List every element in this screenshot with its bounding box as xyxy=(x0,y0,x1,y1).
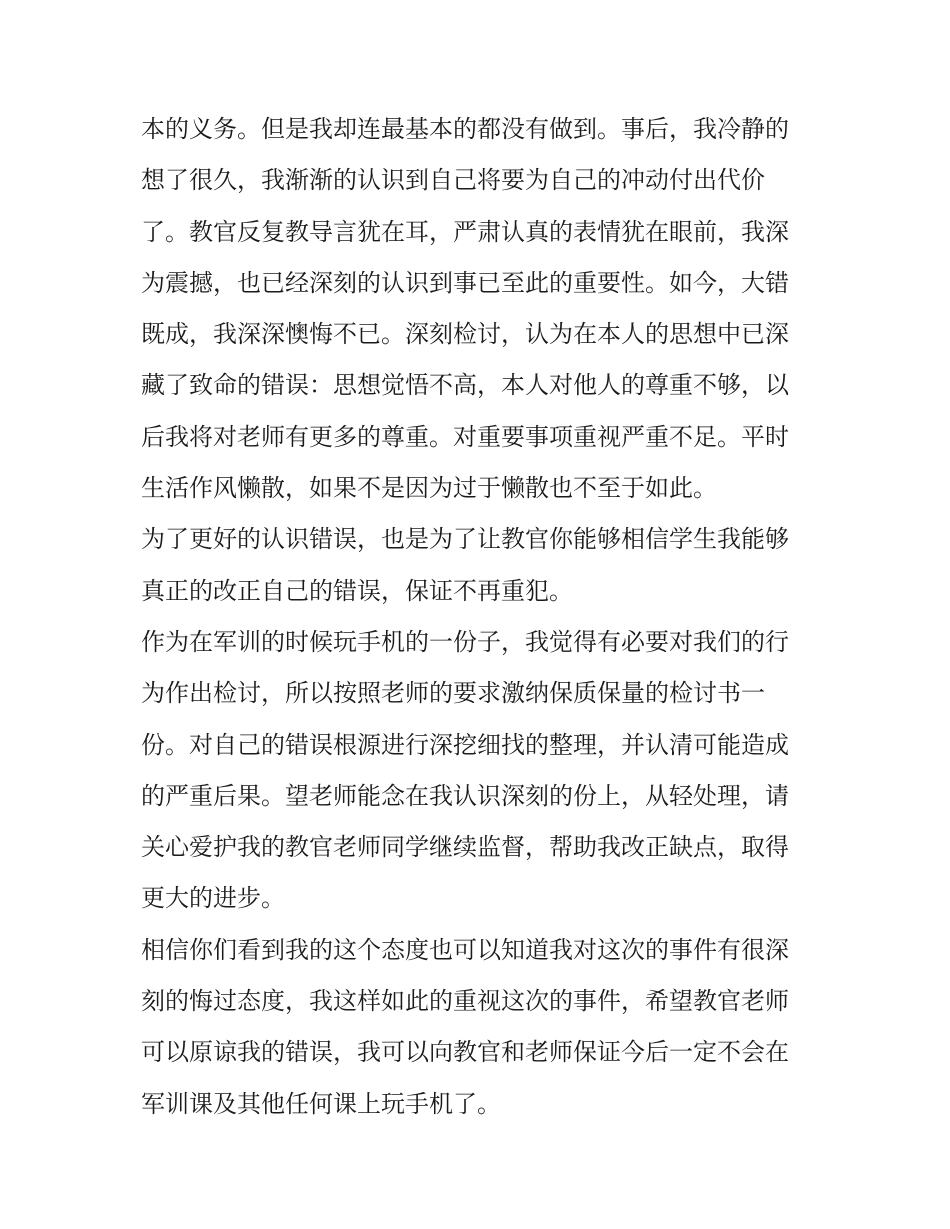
text-line-14: 的严重后果。望老师能念在我认识深刻的份上，从轻处理，请 xyxy=(141,781,789,810)
text-line-20: 军训课及其他任何课上玩手机了。 xyxy=(141,1089,501,1118)
text-line-4: 为震撼，也已经深刻的认识到事已至此的重要性。如今，大错 xyxy=(141,268,789,297)
text-line-3: 了。教官反复教导言犹在耳，严肃认真的表情犹在眼前，我深 xyxy=(141,217,789,246)
text-line-12: 为作出检讨，所以按照老师的要求激纳保质保量的检讨书一 xyxy=(141,679,765,708)
text-line-9: 为了更好的认识错误，也是为了让教官你能够相信学生我能够 xyxy=(141,525,789,554)
text-line-8: 生活作风懒散，如果不是因为过于懒散也不至于如此。 xyxy=(141,474,717,503)
document-body xyxy=(141,104,821,1130)
text-line-17: 相信你们看到我的这个态度也可以知道我对这次的事件有很深 xyxy=(141,935,789,964)
text-line-13: 份。对自己的错误根源进行深挖细找的整理，并认清可能造成 xyxy=(141,730,789,759)
text-line-10: 真正的改正自己的错误，保证不再重犯。 xyxy=(141,576,573,605)
text-line-16: 更大的进步。 xyxy=(141,884,285,913)
text-line-1: 本的义务。但是我却连最基本的都没有做到。事后，我冷静的 xyxy=(141,115,789,143)
text-line-6: 藏了致命的错误：思想觉悟不高，本人对他人的尊重不够，以 xyxy=(141,371,789,400)
text-line-19: 可以原谅我的错误，我可以向教官和老师保证今后一定不会在 xyxy=(141,1038,789,1067)
text-line-2: 想了很久，我渐渐的认识到自己将要为自己的冲动付出代价 xyxy=(141,166,765,195)
text-line-7: 后我将对老师有更多的尊重。对重要事项重视严重不足。平时 xyxy=(141,422,789,451)
text-line-18: 刻的悔过态度，我这样如此的重视这次的事件，希望教官老师 xyxy=(141,987,789,1016)
text-line-11: 作为在军训的时候玩手机的一份子，我觉得有必要对我们的行 xyxy=(141,627,789,656)
text-line-5: 既成，我深深懊悔不已。深刻检讨，认为在本人的思想中已深 xyxy=(141,320,789,349)
text-line-15: 关心爱护我的教官老师同学继续监督，帮助我改正缺点，取得 xyxy=(141,833,789,862)
